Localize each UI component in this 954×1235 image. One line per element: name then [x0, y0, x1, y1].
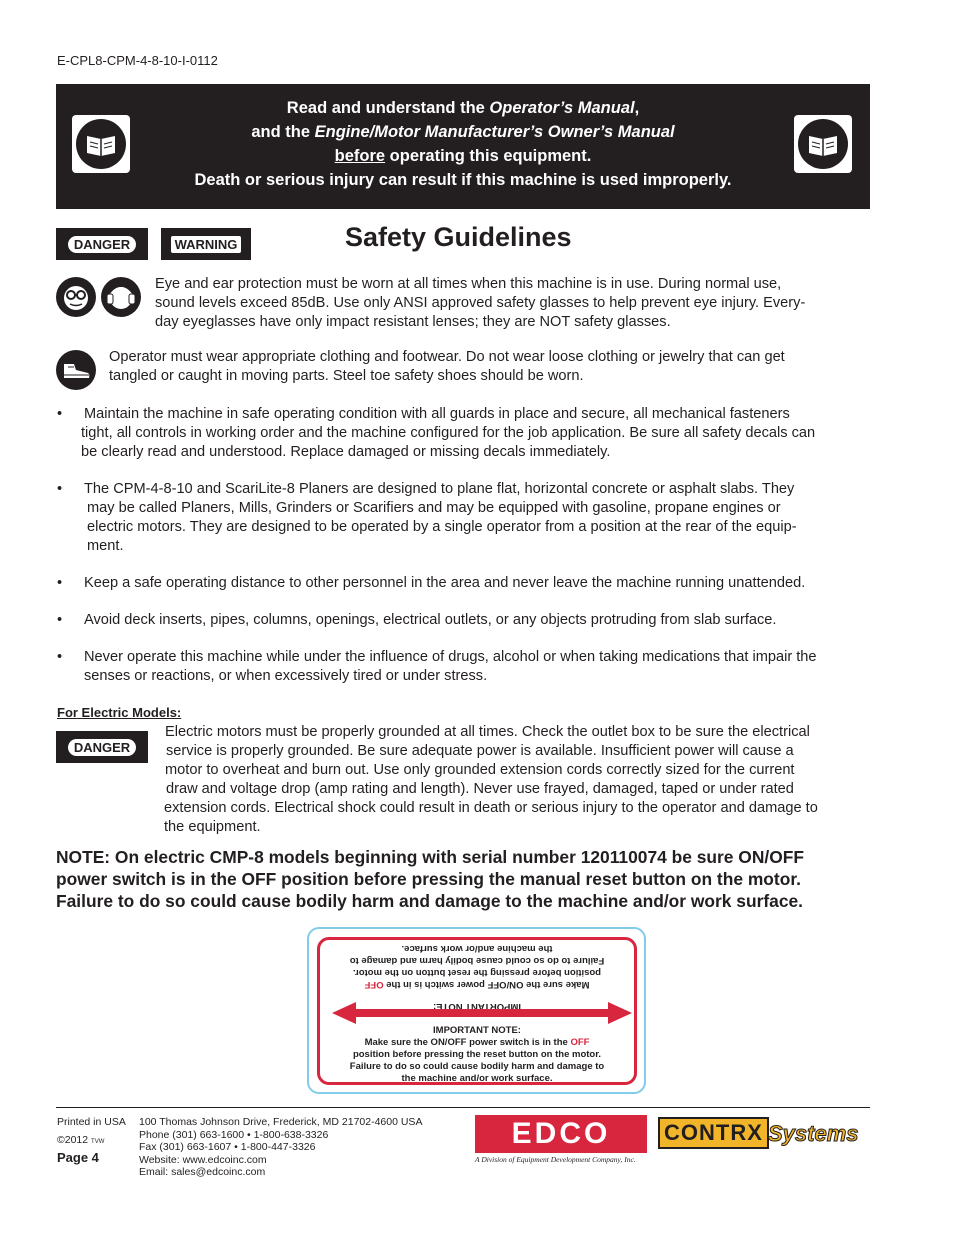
safety-shoe-icon: [56, 350, 96, 390]
page-number: Page 4: [57, 1150, 99, 1165]
manual-book-icon: [72, 115, 130, 173]
double-arrow-icon: [332, 1002, 632, 1024]
danger-sign: DANGER: [56, 731, 148, 763]
decal-flipped-text: IMPORTANT NOTE: Make sure the ON/OFF power switch is in the OFF position before pressing the reset button on the motor. Failure to do so could cause bodily harm and damage to the machine and/or work surface.: [349, 943, 605, 1012]
bullet-marker: •: [57, 575, 63, 591]
bullet-avoid-obstacles: Avoid deck inserts, pipes, columns, openings, electrical outlets, or any objects protruding from slab surface.: [84, 612, 777, 628]
decal-upright-text: IMPORTANT NOTE: Make sure the ON/OFF power switch is in the OFF position before pressing the reset button on the motor. Failure to do so could cause bodily harm and damage to the machine and/or work surface.: [349, 1025, 605, 1084]
contact-info: 100 Thomas Johnson Drive, Frederick, MD 21702-4600 USA Phone (301) 663-1600 • 1-800-638-3326 Fax (301) 663-1607 • 1-800-447-3326 Website: www.edcoinc.com Email: sales@edcoinc.com: [139, 1116, 423, 1178]
page-title: Safety Guidelines: [345, 222, 572, 252]
danger-sign: DANGER: [56, 228, 148, 260]
electric-models-heading: For Electric Models:: [57, 705, 182, 720]
important-note-decal: [307, 927, 646, 1094]
edco-logo: EDCO: [475, 1115, 647, 1153]
manual-warning-banner: [56, 84, 870, 209]
safety-glasses-icon: [56, 277, 96, 317]
banner-text: Read and understand the Operator’s Manual, and the Engine/Motor Manufacturer’s Owner’s Manual before operating this equipment. Death or serious injury can result if this machine is used improperly.: [194, 99, 732, 189]
bullet-maintain-machine: Maintain the machine in safe operating condition with all guards in place and secure, all mechanical fasteners tight, all controls in working order and the machine configured for the job application. Be sure all safety decals can be clearly read and understood. Replace damaged or missing decals immediately.: [81, 406, 816, 460]
warning-sign: WARNING: [161, 228, 251, 260]
ear-protection-icon: [101, 277, 141, 317]
document-code: E-CPL8-CPM-4-8-10-I-0112: [57, 53, 218, 68]
copyright: ©2012 TVW: [57, 1134, 105, 1146]
edco-tagline: A Division of Equipment Development Company, Inc.: [475, 1155, 636, 1164]
bullet-safe-distance: Keep a safe operating distance to other personnel in the area and never leave the machine running unattended.: [84, 575, 806, 591]
bullet-planer-design: The CPM-4-8-10 and ScariLite-8 Planers are designed to plane flat, horizontal concrete or asphalt slabs. They may be called Planers, Mills, Grinders or Scarifiers and may be equipped with gasoline, propane engines or electric motors. They are designed to be operated by a single operator from a position at the rear of the equip- ment.: [84, 481, 797, 554]
footer-divider: [56, 1107, 870, 1108]
bullet-marker: •: [57, 481, 63, 497]
manual-book-icon: [794, 115, 852, 173]
bullet-marker: •: [57, 406, 63, 422]
bullet-impairment: Never operate this machine while under the influence of drugs, alcohol or when taking medications that impair the senses or reactions, or when excessively tired or under stress.: [84, 649, 817, 684]
eye-ear-protection-text: Eye and ear protection must be worn at all times when this machine is in use. During normal use, sound levels exceed 85dB. Use only ANSI approved safety glasses to help prevent eye injury. Every- day eyeglasses have only impact resistant lenses; they are NOT safety glasses.: [155, 276, 806, 330]
decal-border: [317, 937, 637, 1085]
footwear-text: Operator must wear appropriate clothing and footwear. Do not wear loose clothing or jewelry that can get tangled or caught in moving parts. Steel toe safety shoes should be worn.: [109, 349, 785, 384]
electric-grounding-text: Electric motors must be properly grounded at all times. Check the outlet box to be sure the electrical service is properly grounded. Be sure adequate power is available. Insufficient power will cause a motor to overheat and burn out. Use only grounded extension cords correctly sized for the current draw and voltage drop (amp rating and length). Never use frayed, damaged, taped or under rated extension cords. Electrical shock could result in death or serious injury to the operator and damage to the equipment.: [164, 724, 818, 835]
contrx-systems-logo: CONTRX Systems: [658, 1117, 870, 1157]
bullet-marker: •: [57, 612, 63, 628]
bullet-marker: •: [57, 649, 63, 665]
printed-in-usa: Printed in USA: [57, 1116, 126, 1128]
reset-switch-note: NOTE: On electric CMP-8 models beginning with serial number 120110074 be sure ON/OFF power switch is in the OFF position before pressing the manual reset button on the motor. Failure to do so could cause bodily harm and damage to the machine and/or work surface.: [56, 847, 805, 911]
